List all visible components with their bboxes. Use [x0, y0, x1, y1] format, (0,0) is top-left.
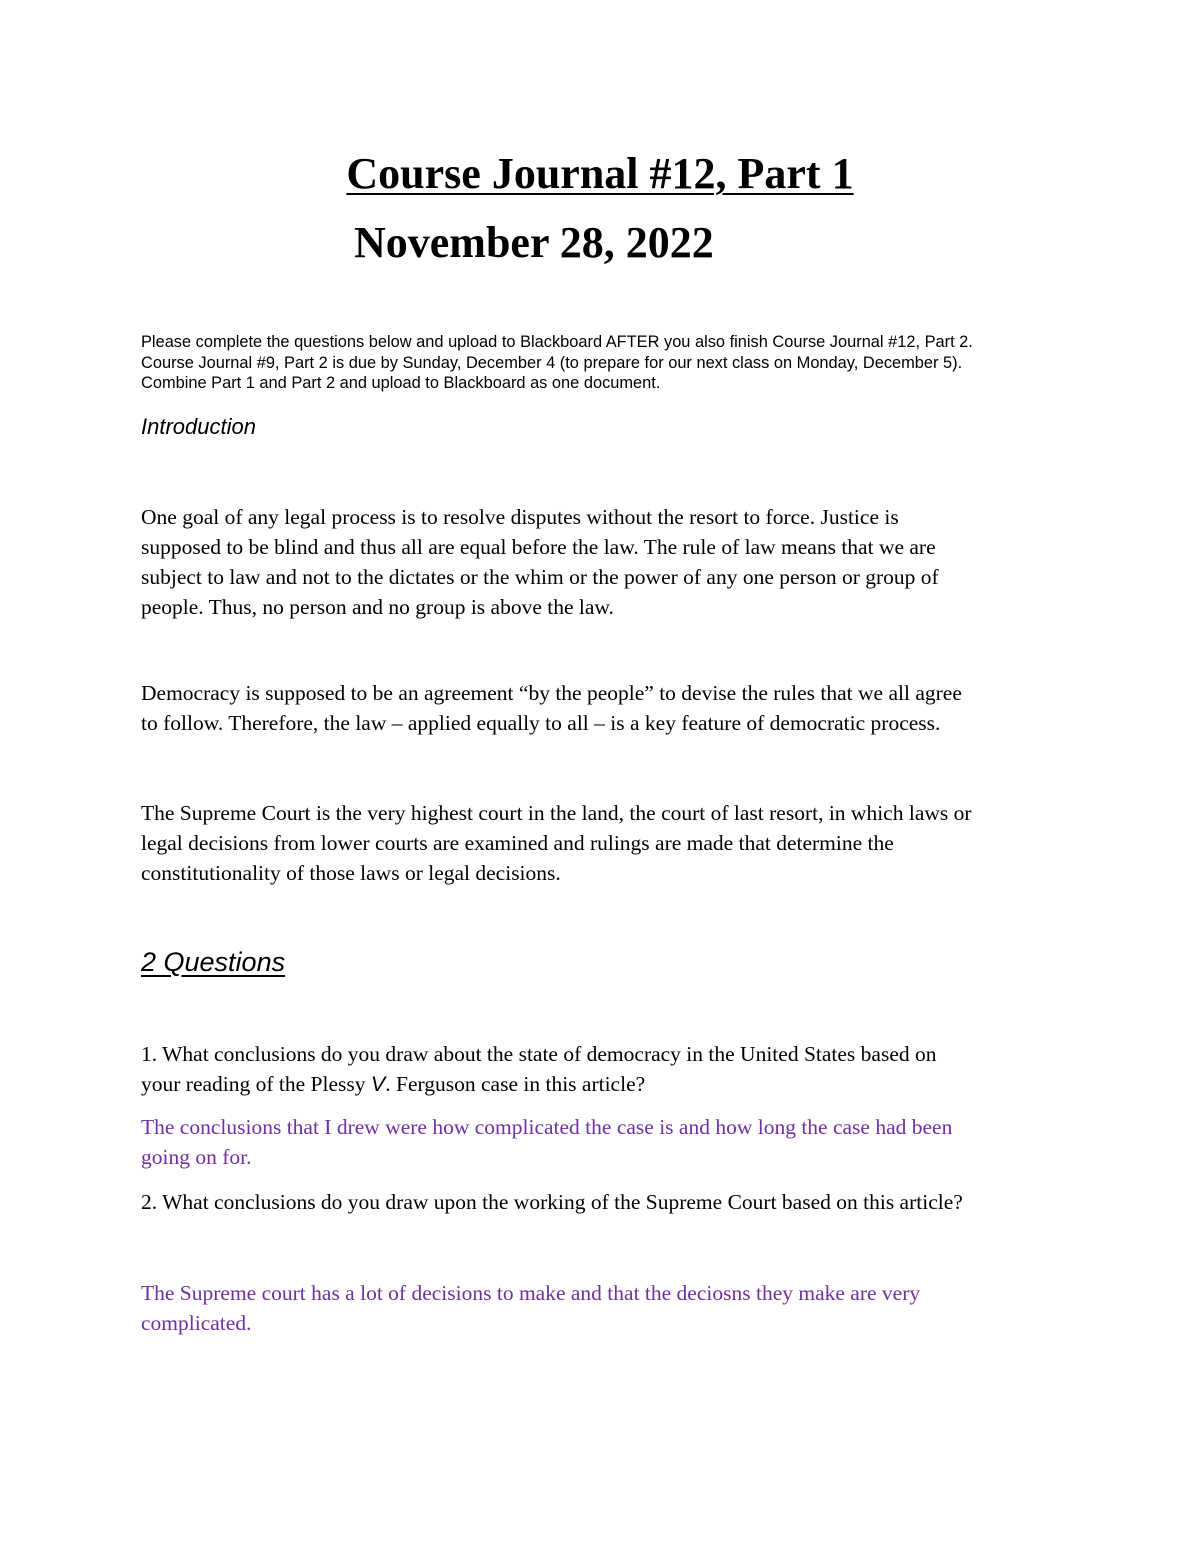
answer-line: The conclusions that I drew were how complicated the case is and how long the case had been [141, 1115, 953, 1139]
paragraph-line: people. Thus, no person and no group is above the law. [141, 595, 614, 619]
question-line: 2. What conclusions do you draw upon the working of the Supreme Court based on this article? [141, 1190, 963, 1214]
instructions-line: Please complete the questions below and upload to Blackboard AFTER you also finish Course Journal #12, Part 2. [141, 333, 973, 351]
answer-line: The Supreme court has a lot of decisions to make and that the deciosns they make are very [141, 1281, 921, 1305]
question-line: 1. What conclusions do you draw about the state of democracy in the United States based on [141, 1042, 937, 1066]
instructions-block [141, 332, 1061, 394]
question-line: your reading of the Plessy V. Ferguson case in this article? [141, 1072, 646, 1096]
question-1 [141, 1039, 1071, 1099]
instructions-line: Course Journal #9, Part 2 is due by Sunday, December 4 (to prepare for our next class on Monday, December 5). [141, 353, 963, 372]
paragraph-line: The Supreme Court is the very highest court in the land, the court of last resort, in which laws or [141, 801, 972, 825]
paragraph-line: to follow. Therefore, the law – applied equally to all – is a key feature of democratic process. [141, 711, 941, 735]
introduction-heading: Introduction [141, 414, 256, 439]
paragraph-line: supposed to be blind and thus all are equal before the law. The rule of law means that we are [141, 535, 936, 559]
paragraph-line: One goal of any legal process is to resolve disputes without the resort to force. Justice is [141, 505, 899, 529]
answer-1 [141, 1112, 1071, 1172]
paragraph-democracy [141, 678, 1071, 738]
question-2 [141, 1187, 1071, 1217]
instructions-line: Combine Part 1 and Part 2 and upload to Blackboard as one document. [141, 374, 661, 392]
answer-line: going on for. [141, 1145, 252, 1169]
questions-heading: 2 Questions [141, 947, 286, 977]
document-title: Course Journal #12, Part 1 [346, 149, 854, 198]
document-date: November 28, 2022 [354, 218, 714, 267]
paragraph-line: Democracy is supposed to be an agreement “by the people” to devise the rules that we all agree [141, 681, 962, 705]
paragraph-rule-of-law [141, 502, 1071, 622]
paragraph-line: constitutionality of those laws or legal decisions. [141, 861, 561, 885]
answer-line: complicated. [141, 1311, 252, 1335]
paragraph-line: subject to law and not to the dictates or the whim or the power of any one person or group of [141, 565, 939, 589]
paragraph-line: legal decisions from lower courts are examined and rulings are made that determine the [141, 831, 894, 855]
paragraph-supreme-court [141, 798, 1071, 888]
answer-2 [141, 1278, 1071, 1338]
